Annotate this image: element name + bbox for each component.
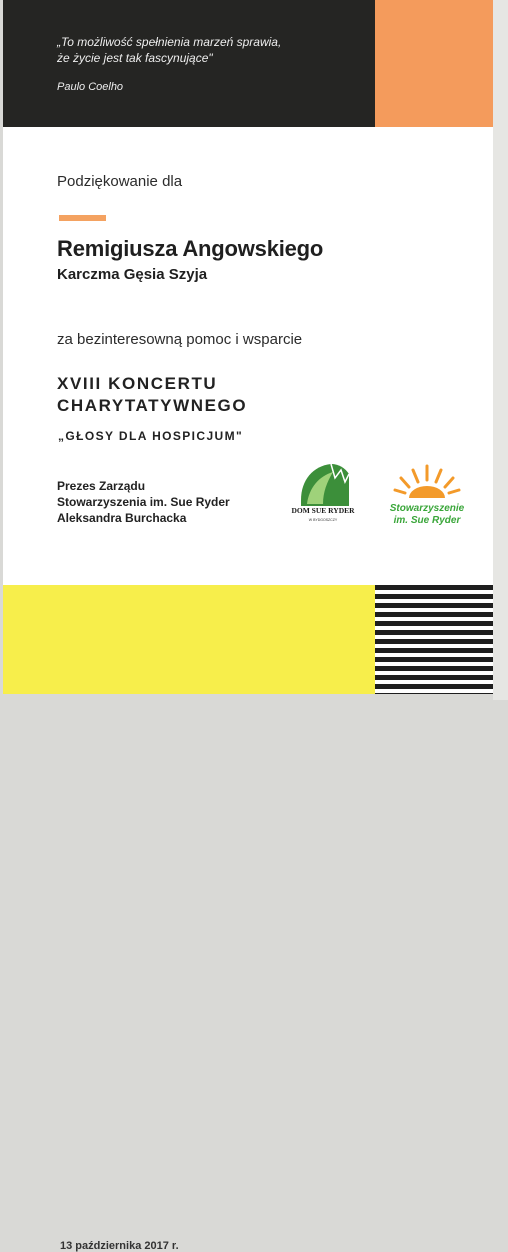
dom-sue-ryder-city: W BYDGOSZCZY bbox=[308, 518, 338, 522]
signer-title: Prezes Zarządu bbox=[57, 479, 146, 493]
signer-block bbox=[57, 478, 230, 526]
recipient-name: Remigiusza Angowskiego bbox=[57, 236, 324, 261]
thanks-intro: Podziękowanie dla bbox=[57, 173, 183, 190]
top-dark-band bbox=[3, 0, 375, 127]
signer-organization: Stowarzyszenia im. Sue Ryder bbox=[57, 495, 230, 509]
event-title-line-2: CHARYTATYWNEGO bbox=[57, 396, 248, 415]
certificate-page bbox=[3, 0, 493, 1252]
quote-line-2: że życie jest tak fascynujące" bbox=[57, 51, 213, 65]
sue-ryder-association-name bbox=[375, 503, 479, 527]
dom-sue-ryder-text: DOM SUE RYDER bbox=[291, 506, 355, 515]
event-title-line-1: XVIII KONCERTU bbox=[57, 374, 218, 393]
dom-sue-ryder-logo bbox=[293, 460, 353, 526]
signer-name: Aleksandra Burchacka bbox=[57, 511, 187, 525]
top-orange-block bbox=[375, 0, 493, 127]
certificate-date: 13 października 2017 r. bbox=[60, 1240, 179, 1252]
quote-text bbox=[57, 34, 357, 66]
quote-line-1: „To możliwość spełnienia marzeń sprawia, bbox=[57, 35, 282, 49]
quote-author: Paulo Coelho bbox=[57, 81, 124, 93]
sue-ryder-association-line-2: im. Sue Ryder bbox=[393, 515, 461, 526]
recipient-company: Karczma Gęsia Szyja bbox=[57, 266, 208, 283]
bottom-striped-block bbox=[375, 585, 493, 694]
paper-edge bbox=[493, 0, 508, 700]
sue-ryder-association-line-1: Stowarzyszenie bbox=[389, 503, 465, 514]
event-title bbox=[57, 373, 247, 417]
thanks-reason: za bezinteresowną pomoc i wsparcie bbox=[57, 331, 303, 348]
event-subtitle: „GŁOSY DLA HOSPICJUM" bbox=[58, 429, 244, 443]
bottom-yellow-band bbox=[3, 585, 375, 1252]
orange-dash bbox=[59, 215, 106, 221]
